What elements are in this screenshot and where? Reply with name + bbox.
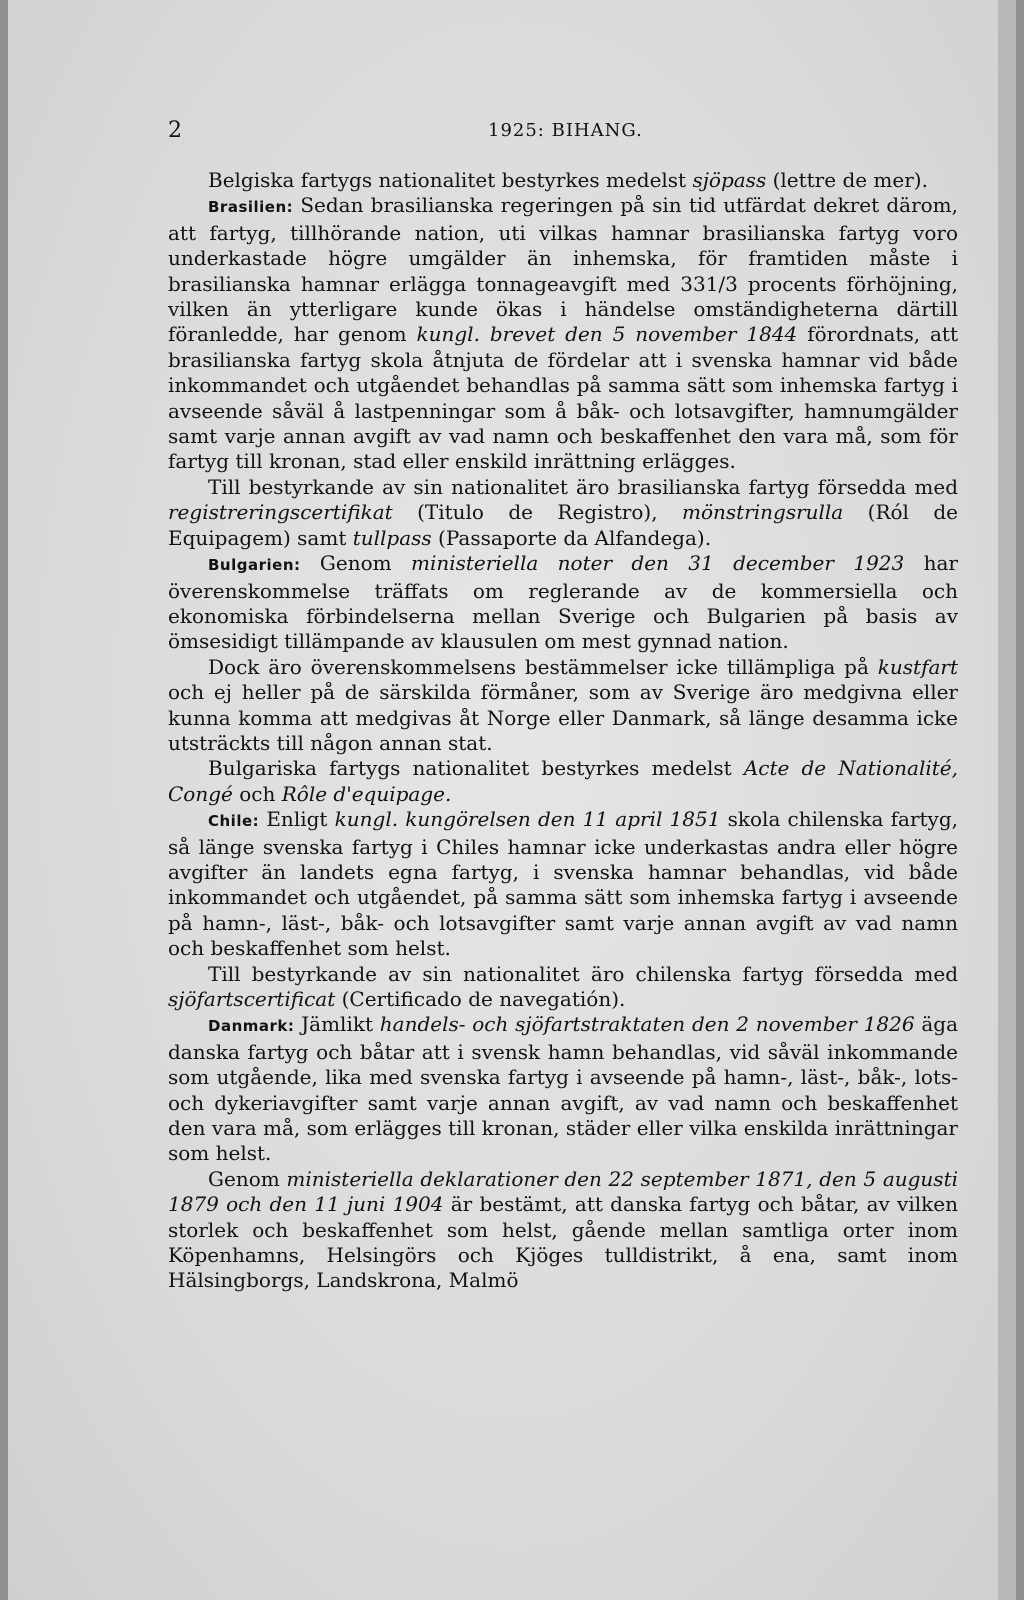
text: procents förhöjning, vilken än ytterligare kunde ökas i händelse omständigheterna därtill föranledde, har genom [168,271,958,347]
italic-term: ministeriella noter den 31 december 1923 [410,551,905,576]
italic-term: Rôle d'equipage. [281,781,452,806]
italic-term: handels- och sjöfartstraktaten den 2 november 1826 [379,1012,915,1037]
text: skola chilenska fartyg, så länge svenska fartyg i Chiles hamnar icke underkastas andra eller högre avgifter än landets egna fartyg, i svenska hamnar behandlas, vid både inkommandet och utgåendet, på samma sätt som inhemska fartyg i avseende på hamn-, läst-, båk- och lotsavgifter samt varje annan avgift av vad namn och beskaffenhet som helst. [168,807,959,961]
text: (Titulo de Registro), [392,500,682,525]
text: Belgiska fartygs nationalitet bestyrkes medelst [208,168,693,192]
country-heading: Chile: [208,812,260,831]
italic-term: kungl. kungörelsen den 11 april 1851 [334,807,721,832]
text: Sedan brasilianska regeringen på sin tid utfärdat dekret därom, att fartyg, tillhörande nation, uti vilkas hamnar brasilianska fartyg voro underkastade högre umgälder än inhemska, för framtiden måste i brasilianska hamnar erlägga tonnageavgift med 33 [168,193,958,296]
italic-term: sjöfartscertificat [168,987,336,1011]
paragraph-bulgarien [168,551,958,655]
paragraph-bulgarien-exceptions [168,655,958,757]
paragraph-chile [168,807,958,961]
text: Dock äro överenskommelsens bestämmelser icke tillämpliga på [208,654,878,679]
italic-term: kustfart [877,654,958,679]
text: Genom [300,551,411,576]
italic-term: tullpass [352,525,432,550]
text: är bestämt, att danska fartyg och båtar, av vilken storlek och beskaffenhet som helst, gående mellan samtliga orter inom Köpenhamns, Helsingörs och Kjöges tulldistrikt, å ena, samt inom Hälsingborgs, Landskrona, Malmö [168,1192,958,1293]
italic-term: registreringscertifikat [168,500,393,525]
text: Enligt [259,807,335,832]
page-header [168,118,958,148]
page-edge [998,0,1016,1600]
text: (Certificado de navegatión). [335,987,626,1011]
italic-term: Acte de Nationalité, Congé [168,756,959,806]
fraction: 1/3 [705,271,738,296]
running-head: 1925: BIHANG. [488,120,643,141]
paragraph-belgium [168,168,958,193]
text: och [232,781,282,806]
text: Jämlikt [294,1012,380,1037]
book-page [8,0,1016,1600]
text: och ej heller på de särskilda förmåner, som av Sverige äro medgivna eller kunna komma att medgivas åt Norge eller Danmark, så länge desamma icke utsträckts till någon annan stat. [168,680,958,755]
country-heading: Bulgarien: [208,556,301,575]
italic-term: mönstringsrulla [681,500,844,525]
italic-term: sjöpass [692,168,767,192]
text: Bulgariska fartygs nationalitet bestyrkes medelst [208,756,744,781]
paragraph-danmark [168,1012,958,1166]
paragraph-brasilien [168,193,958,474]
text: förordnats, att brasilianska fartyg skola åtnjuta de fördelar att i svenska hamnar vid både inkommandet och utgåendet behandlas på samma sätt som inhemska fartyg i avseende såväl å lastpenningar som å båk- och lotsavgifter, hamnumgälder samt varje annan avgift av vad namn och beskaffenhet den vara må, som för fartyg till kronan, stad eller enskild inrättning erlägges. [168,322,958,474]
text: Till bestyrkande av sin nationalitet äro brasilianska fartyg försedda med [208,474,958,499]
paragraph-danmark-declarations [168,1167,958,1294]
italic-term: ministeriella deklarationer den 22 september 1871, den 5 augusti 1879 och den 11 juni 1904 [168,1166,958,1217]
paragraph-bulgarien-documents [168,756,958,807]
text: (Ról de Equipagem) samt [168,500,958,550]
text: Till bestyrkande av sin nationalitet äro chilenska fartyg försedda med [208,961,958,986]
paragraph-brasilien-documents [168,475,958,551]
text: (Passaporte da Alfandega). [431,525,712,550]
text: (lettre de mer). [766,168,928,192]
text: har överenskommelse träffats om reglerande av de kommersiella och ekonomiska förbindelserna mellan Sverige och Bulgarien på basis av ömsesidigt tillämpande av klausulen om mest gynnad nation. [168,551,958,654]
page-number: 2 [168,118,182,143]
country-heading: Brasilien: [208,198,294,217]
body-text [168,168,958,1294]
country-heading: Danmark: [208,1017,295,1036]
paragraph-chile-documents [168,962,958,1013]
text: äga danska fartyg och båtar att i svensk hamn behandlas, vid såväl inkommande som utgående, lika med svenska fartyg i avseende på hamn-, läst-, båk-, lots- och dykeriavgifter samt varje annan avgift, av vad namn och beskaffenhet den vara må, som erlägges till kronan, städer eller vilka enskilda inrättningar som helst. [168,1012,959,1166]
text: Genom [208,1166,287,1191]
italic-term: kungl. brevet den 5 november 1844 [416,322,798,347]
